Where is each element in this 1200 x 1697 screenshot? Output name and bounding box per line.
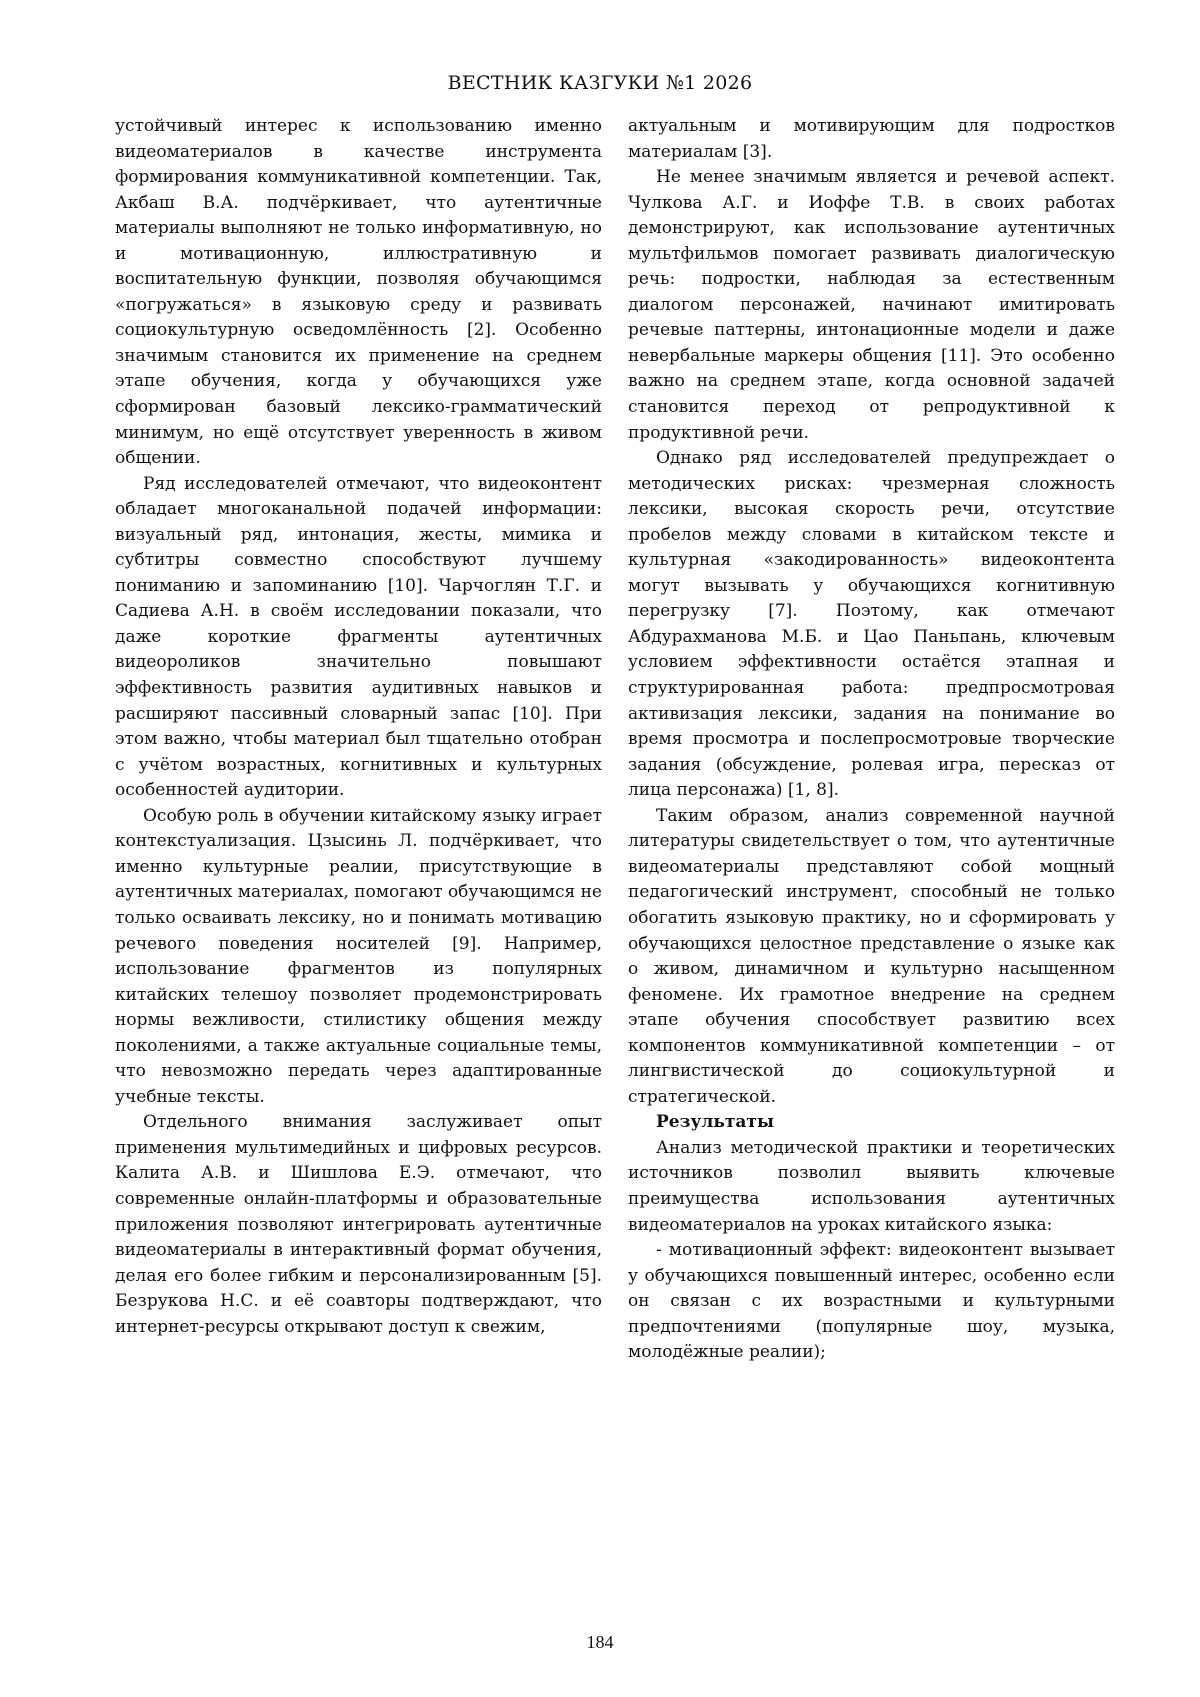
right-column [628,114,1115,1366]
body-paragraph: Особую роль в обучении китайскому языку играет контекстуализация. Цзысинь Л. подчёркивает, что именно культурные реалии, присутствующие в аутентичных материалах, помогают обучающимся не только осваивать лексику, но и понимать мотивацию речевого поведения носителей [9]. Например, использование фрагментов из популярных китайских телешоу позволяет продемонстрировать нормы вежливости, стилистику общения между поколениями, а также актуальные социальные темы, что невозможно передать через адаптированные учебные тексты. [115,805,602,1107]
body-paragraph: Не менее значимым является и речевой аспект. Чулкова А.Г. и Иоффе Т.В. в своих работах демонстрируют, как использование аутентичных мультфильмов помогает развивать диалогическую речь: подростки, наблюдая за естественным диалогом персонажей, начинают имитировать речевые паттерны, интонационные модели и даже невербальные маркеры общения [11]. Это особенно важно на среднем этапе, когда основной задачей становится переход от репродуктивной к продуктивной речи. [628,167,1115,443]
body-paragraph: устойчивый интерес к использованию именно видеоматериалов в качестве инструмента формирования коммуникативной компетенции. Так, Акбаш В.А. подчёркивает, что аутентичные материалы выполняют не только информативную, но и мотивационную, иллюстративную и воспитательную функции, позволяя обучающимся «погружаться» в языковую среду и развивать социокультурную осведомлённость [2]. Особенно значимым становится их применение на среднем этапе обучения, когда у обучающихся уже сформирован базовый лексико-грамматический минимум, но ещё отсутствует уверенность в живом общении. [115,116,602,469]
body-paragraph: Отдельного внимания заслуживает опыт применения мультимедийных и цифровых ресурсов. Калита А.В. и Шишлова Е.Э. отмечают, что современные онлайн-платформы и образовательные приложения позволяют интегрировать аутентичные видеоматериалы в интерактивный формат обучения, делая его более гибким и персонализированным [5]. Безрукова Н.С. и её соавторы подтверждают, что интернет-ресурсы открывают доступ к свежим, [115,1112,602,1337]
body-paragraph: Анализ методической практики и теоретических источников позволил выявить ключевые преимущества использования аутентичных видеоматериалов на уроках китайского языка: [628,1137,1115,1235]
body-paragraph: Ряд исследователей отмечают, что видеоконтент обладает многоканальной подачей информации: визуальный ряд, интонация, жесты, мимика и субтитры совместно способствуют лучшему пониманию и запоминанию [10]. Чарчоглян Т.Г. и Садиева А.Н. в своём исследовании показали, что даже короткие фрагменты аутентичных видеороликов значительно повышают эффективность развития аудитивных навыков и расширяют пассивный словарный запас [10]. При этом важно, чтобы материал был тщательно отобран с учётом возрастных, когнитивных и культурных особенностей аудитории. [115,473,602,801]
left-column [115,114,602,1340]
body-paragraph: актуальным и мотивирующим для подростков материалам [3]. [628,116,1115,162]
body-paragraph: Однако ряд исследователей предупреждает о методических рисках: чрезмерная сложность лексики, высокая скорость речи, отсутствие пробелов между словами в китайском тексте и культурная «закодированность» видеоконтента могут вызывать у обучающихся когнитивную перегрузку [7]. Поэтому, как отмечают Абдурахманова М.Б. и Цао Паньпань, ключевым условием эффективности остаётся этапная и структурированная работа: предпросмотровая активизация лексики, задания на понимание во время просмотра и послепросмотровые творческие задания (обсуждение, ролевая игра, пересказ от лица персонажа) [1, 8]. [628,448,1115,801]
page-number: 184 [586,1632,614,1652]
section-heading-results: Результаты [656,1112,774,1133]
body-paragraph: Таким образом, анализ современной научной литературы свидетельствует о том, что аутентичные видеоматериалы представляют собой мощный педагогический инструмент, способный не только обогатить языковую практику, но и сформировать у обучающихся целостное представление о языке как о живом, динамичном и культурно насыщенном феномене. Их грамотное внедрение на среднем этапе обучения способствует развитию всех компонентов коммуникативной компетенции – от лингвистической до социокультурной и стратегической. [628,805,1115,1107]
list-item: - мотивационный эффект: видеоконтент вызывает у обучающихся повышенный интерес, особенно если он связан с их возрастными и культурными предпочтениями (популярные шоу, музыка, молодёжные реалии); [628,1240,1115,1363]
running-head: ВЕСТНИК КАЗГУКИ №1 2026 [447,72,753,94]
